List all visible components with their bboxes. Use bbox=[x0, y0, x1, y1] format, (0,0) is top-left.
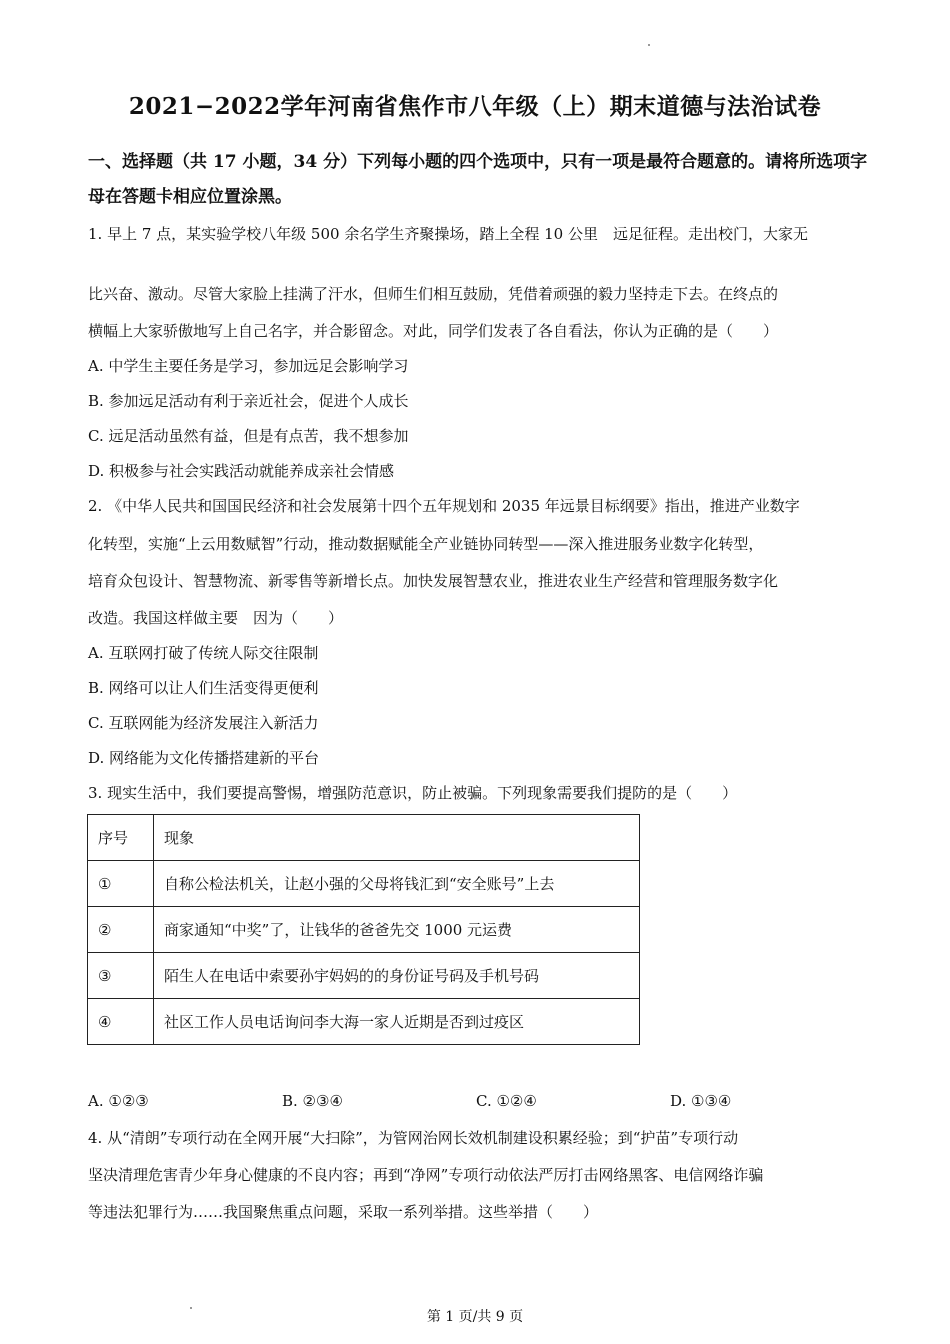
scan-dot bbox=[648, 44, 650, 46]
q2-line-2: 化转型，实施“上云用数赋智”行动，推动数据赋能全产业链协同转型——深入推进服务业数字化转型， bbox=[88, 535, 764, 553]
q3-line-1: 3. 现实生活中，我们要提高警惕，增强防范意识，防止被骗。下列现象需要我们提防的是（ ） bbox=[88, 784, 738, 802]
page-number-footer: 第 1 页/共 9 页 bbox=[426, 1309, 524, 1325]
table-cell-phenomenon: 自称公检法机关，让赵小强的父母将钱汇到“安全账号”上去 bbox=[154, 861, 640, 907]
table-header-row bbox=[88, 815, 640, 861]
table-header-phenomenon: 现象 bbox=[154, 815, 640, 861]
q3-option-d: D. ①③④ bbox=[670, 1092, 732, 1110]
q1-line-1: 1. 早上 7 点，某实验学校八年级 500 余名学生齐聚操场，踏上全程 10 公里 远足征程。走出校门，大家无 bbox=[88, 225, 808, 243]
q2-option-d: D. 网络能为文化传播搭建新的平台 bbox=[88, 749, 320, 767]
table-header-number: 序号 bbox=[88, 815, 154, 861]
q1-option-b: B. 参加远足活动有利于亲近社会，促进个人成长 bbox=[88, 392, 409, 410]
table-cell-number: ② bbox=[88, 907, 154, 953]
table-row bbox=[88, 953, 640, 999]
table-row bbox=[88, 999, 640, 1045]
table-cell-phenomenon: 陌生人在电话中索要孙宇妈妈的的身份证号码及手机号码 bbox=[154, 953, 640, 999]
q1-option-c: C. 远足活动虽然有益，但是有点苦，我不想参加 bbox=[88, 427, 409, 445]
q4-line-2: 坚决清理危害青少年身心健康的不良内容；再到“净网”专项行动依法严厉打击网络黑客、电信网络诈骗 bbox=[88, 1166, 764, 1184]
table-cell-phenomenon: 商家通知“中奖”了，让钱华的爸爸先交 1000 元运费 bbox=[154, 907, 640, 953]
q2-option-b: B. 网络可以让人们生活变得更便利 bbox=[88, 679, 319, 697]
q2-option-a: A. 互联网打破了传统人际交往限制 bbox=[88, 644, 319, 662]
q4-line-3: 等违法犯罪行为……我国聚焦重点问题，采取一系列举措。这些举措（ ） bbox=[88, 1203, 599, 1221]
q1-option-d: D. 积极参与社会实践活动就能养成亲社会情感 bbox=[88, 462, 395, 480]
q2-line-3: 培育众包设计、智慧物流、新零售等新增长点。加快发展智慧农业，推进农业生产经营和管理服务数字化 bbox=[88, 572, 779, 590]
q1-line-2: 比兴奋、激动。尽管大家脸上挂满了汗水，但师生们相互鼓励，凭借着顽强的毅力坚持走下去。在终点的 bbox=[88, 285, 779, 303]
q4-line-1: 4. 从“清朗”专项行动在全网开展“大扫除”，为管网治网长效机制建设积累经验；到“护苗”专项行动 bbox=[88, 1129, 739, 1147]
q2-line-4: 改造。我国这样做主要 因为（ ） bbox=[88, 609, 344, 627]
table-cell-phenomenon: 社区工作人员电话询问李大海一家人近期是否到过疫区 bbox=[154, 999, 640, 1045]
table-row bbox=[88, 861, 640, 907]
section-heading: 一、选择题（共 17 小题，34 分）下列每小题的四个选项中，只有一项是最符合题意的。请将所选项字母在答题卡相应位置涂黑。 bbox=[88, 152, 868, 207]
q1-line-3: 横幅上大家骄傲地写上自己名字，并合影留念。对此，同学们发表了各自看法，你认为正确的是（ ） bbox=[88, 322, 779, 340]
table-row bbox=[88, 907, 640, 953]
q3-option-c: C. ①②④ bbox=[476, 1092, 537, 1110]
q1-option-a: A. 中学生主要任务是学习，参加远足会影响学习 bbox=[88, 357, 409, 375]
phenomena-table bbox=[87, 814, 640, 1045]
table-cell-number: ① bbox=[88, 861, 154, 907]
q3-option-b: B. ②③④ bbox=[282, 1092, 343, 1110]
q2-line-1: 2. 《中华人民共和国国民经济和社会发展第十四个五年规划和 2035 年远景目标纲要》指出，推进产业数字 bbox=[88, 497, 800, 515]
q2-option-c: C. 互联网能为经济发展注入新活力 bbox=[88, 714, 319, 732]
exam-title: 2021−2022学年河南省焦作市八年级（上）期末道德与法治试卷 bbox=[128, 93, 822, 120]
table-cell-number: ③ bbox=[88, 953, 154, 999]
q3-option-a: A. ①②③ bbox=[88, 1092, 149, 1110]
table-cell-number: ④ bbox=[88, 999, 154, 1045]
